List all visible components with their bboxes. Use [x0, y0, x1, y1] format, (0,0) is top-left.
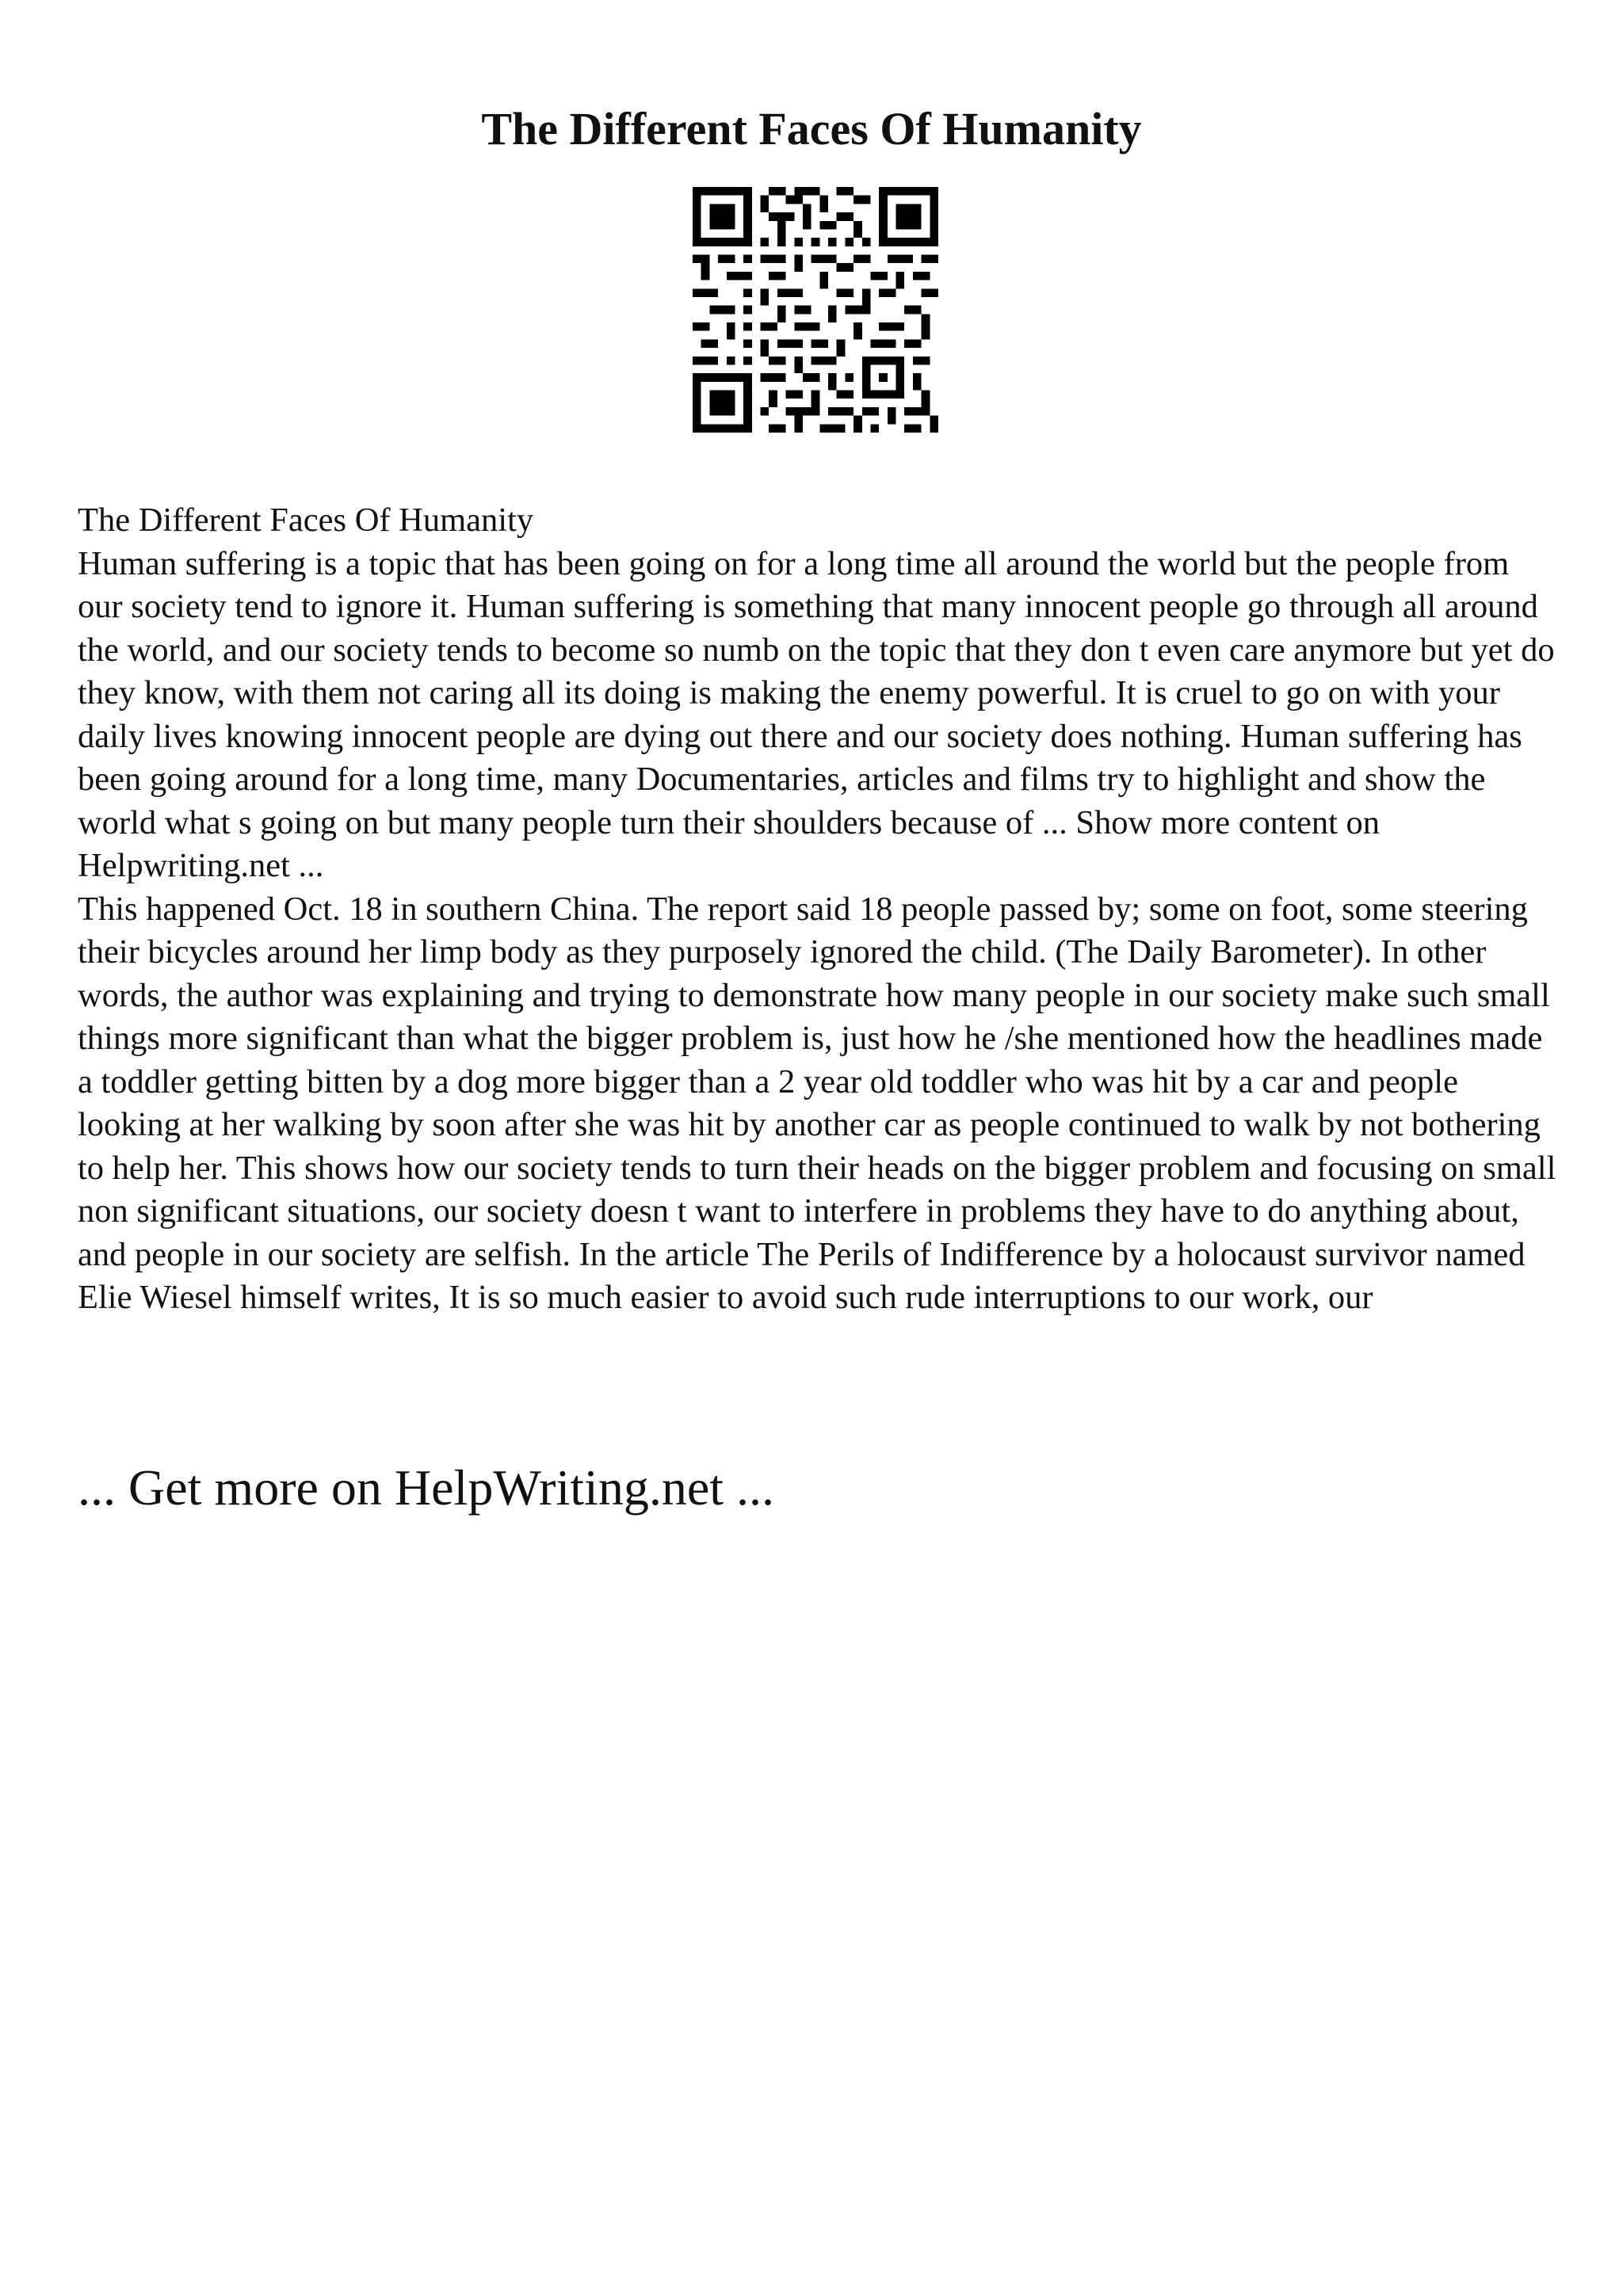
paragraph-1: Human suffering is a topic that has been going on for a long time all around the world but the people from our society tend to ignore it. Human suffering is something that many innocent people go through all around the world, and our society tends to become so numb on the topic that they don t even care anymore but yet do they know, with them not caring all its doing is making the enemy powerful. It is cruel to go on with your daily lives knowing innocent people are dying out there and our society does nothing. Human suffering has been going around for a long time, many Documentaries, articles and films try to highlight and show the world what s going on but many people turn their shoulders because of ... Show more content on Helpwriting.net ...	[78, 544, 1555, 884]
document-heading: The Different Faces Of Humanity	[78, 502, 534, 539]
paragraph-2: This happened Oct. 18 in southern China. The report said 18 people passed by; some on foot, some steering their bicycles around her limp body as they purposely ignored the child. (The Daily Barometer). In other words, the author was explaining and trying to demonstrate how many people in our society make such small things more significant than what the bigger problem is, just how he /she mentioned how the headlines made a toddler getting bitten by a dog more bigger than a 2 year old toddler who was hit by a car and people looking at her walking by soon after she was hit by another car as people continued to walk by not bothering to help her. This shows how our society tends to turn their heads on the bigger problem and focusing on small non significant situations, our society doesn t want to interfere in problems they have to do anything about, and people in our society are selfish. In the article The Perils of Indifference by a holocaust survivor named Elie Wiesel himself writes, It is so much easier to avoid such rude interruptions to our work, our	[78, 890, 1556, 1316]
page-title: The Different Faces Of Humanity	[481, 103, 1142, 154]
get-more-link[interactable]: ... Get more on HelpWriting.net ...	[78, 1459, 774, 1516]
qr-code-icon	[693, 187, 938, 433]
document-body	[78, 499, 1561, 1320]
